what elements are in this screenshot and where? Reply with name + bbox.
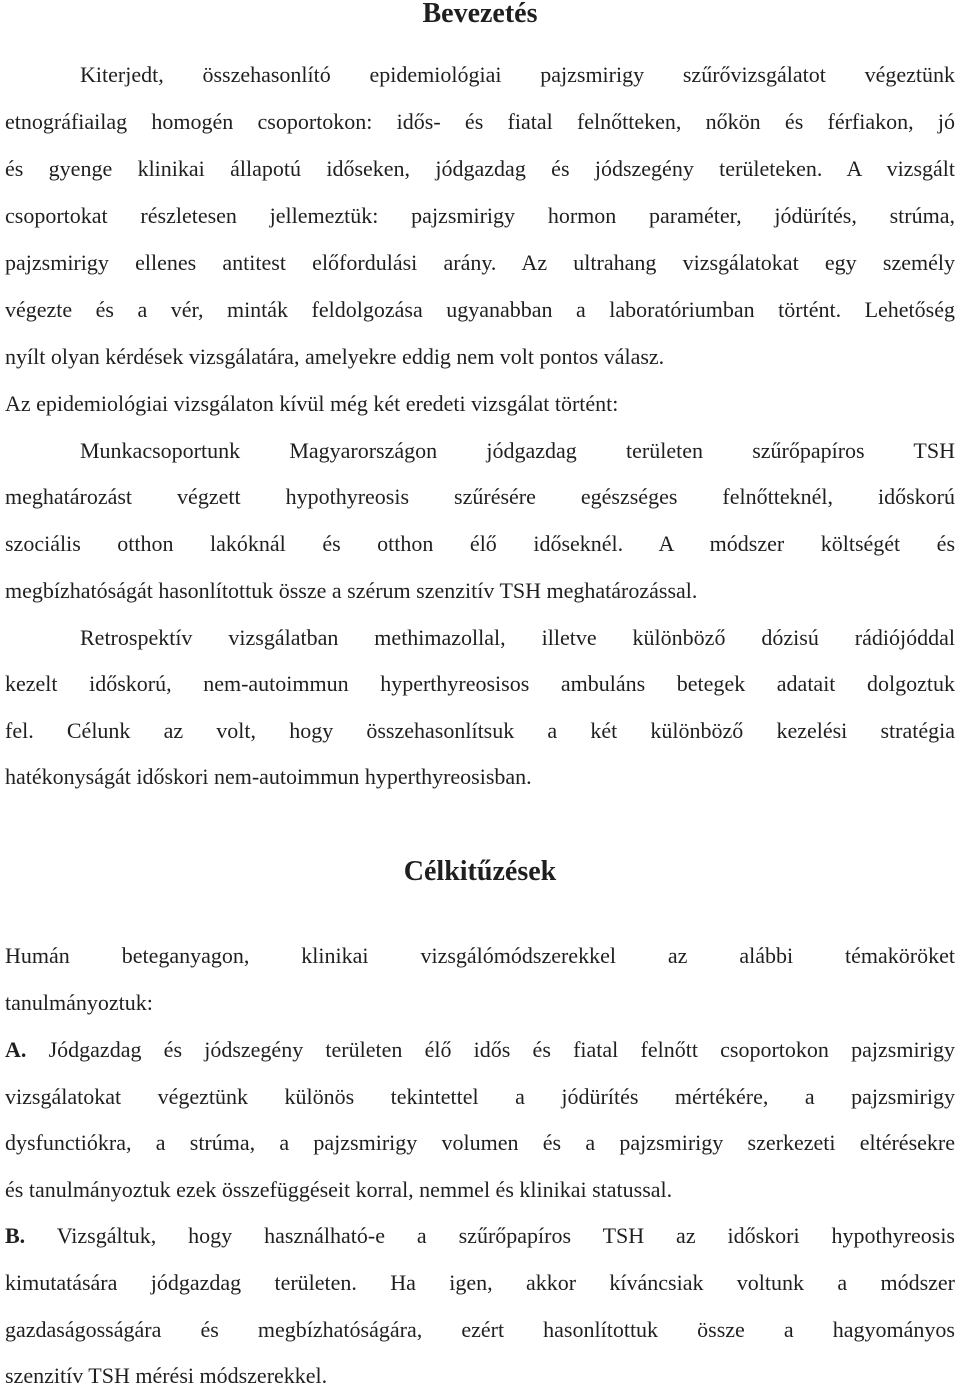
intro-line-11: szociális otthon lakóknál és otthon élő időseknél. A módszer költségét és	[5, 531, 955, 556]
intro-line-15: fel. Célunk az volt, hogy összehasonlítsuk a két különböző kezelési stratégia	[5, 718, 955, 743]
intro-line-3: és gyenge klinikai állapotú időseken, jódgazdag és jódszegény területeken. A vizsgált	[5, 156, 955, 181]
goals-item-a-text: Jódgazdag és jódszegény területen élő idős és fiatal felnőtt csoportokon pajzsmirigy	[26, 1037, 955, 1062]
intro-line-13: Retrospektív vizsgálatban methimazollal, illetve különböző dózisú rádiójóddal	[80, 625, 955, 650]
section-heading-goals: Célkitűzések	[403, 856, 557, 887]
intro-line-1: Kiterjedt, összehasonlító epidemiológiai pajzsmirigy szűrővizsgálatot végeztünk	[80, 62, 955, 87]
goals-marker-b: B.	[5, 1223, 26, 1248]
section-heading-intro: Bevezetés	[422, 0, 538, 29]
intro-line-14: kezelt időskorú, nem-autoimmun hyperthyreosisos ambuláns betegek adatait dolgoztuk	[5, 671, 955, 696]
intro-line-2: etnográfiailag homogén csoportokon: idős- és fiatal felnőtteken, nőkön és férfiakon, jó	[5, 109, 955, 134]
goals-line-4: vizsgálatokat végeztünk különös tekintettel a jódürítés mértékére, a pajzsmirigy	[5, 1084, 955, 1109]
goals-item-a-line-1	[5, 1037, 955, 1063]
goals-line-5: dysfunctiókra, a strúma, a pajzsmirigy volumen és a pajzsmirigy szerkezeti eltérésekre	[5, 1130, 955, 1155]
goals-line-1: Humán beteganyagon, klinikai vizsgálómódszerekkel az alábbi témaköröket	[5, 943, 955, 968]
goals-item-b-text: Vizsgáltuk, hogy használható-e a szűrőpapíros TSH az időskori hypothyreosis	[25, 1223, 955, 1248]
intro-line-8: Az epidemiológiai vizsgálaton kívül még két eredeti vizsgálat történt:	[5, 391, 619, 416]
goals-line-2: tanulmányoztuk:	[5, 990, 153, 1015]
goals-item-b-line-1	[5, 1223, 955, 1249]
goals-line-6: és tanulmányoztuk ezek összefüggéseit korral, nemmel és klinikai statussal.	[5, 1177, 673, 1202]
intro-line-16: hatékonyságát időskori nem-autoimmun hyperthyreosisban.	[5, 764, 532, 789]
goals-line-10: szenzitív TSH mérési módszerekkel.	[5, 1363, 328, 1388]
intro-line-10: meghatározást végzett hypothyreosis szűrésére egészséges felnőtteknél, időskorú	[5, 484, 955, 509]
goals-marker-a: A.	[5, 1037, 27, 1062]
intro-line-5: pajzsmirigy ellenes antitest előfordulási arány. Az ultrahang vizsgálatokat egy személy	[5, 250, 955, 275]
intro-line-7: nyílt olyan kérdések vizsgálatára, amelyekre eddig nem volt pontos válasz.	[5, 344, 665, 369]
intro-line-6: végezte és a vér, minták feldolgozása ugyanabban a laboratóriumban történt. Lehetőség	[5, 297, 955, 322]
intro-line-9: Munkacsoportunk Magyarországon jódgazdag területen szűrőpapíros TSH	[80, 438, 955, 463]
intro-line-4: csoportokat részletesen jellemeztük: pajzsmirigy hormon paraméter, jódürítés, strúma,	[5, 203, 955, 228]
goals-line-8: kimutatására jódgazdag területen. Ha igen, akkor kíváncsiak voltunk a módszer	[5, 1270, 955, 1295]
intro-line-12: megbízhatóságát hasonlítottuk össze a szérum szenzitív TSH meghatározással.	[5, 578, 698, 603]
goals-line-9: gazdaságosságára és megbízhatóságára, ezért hasonlítottuk össze a hagyományos	[5, 1317, 955, 1342]
